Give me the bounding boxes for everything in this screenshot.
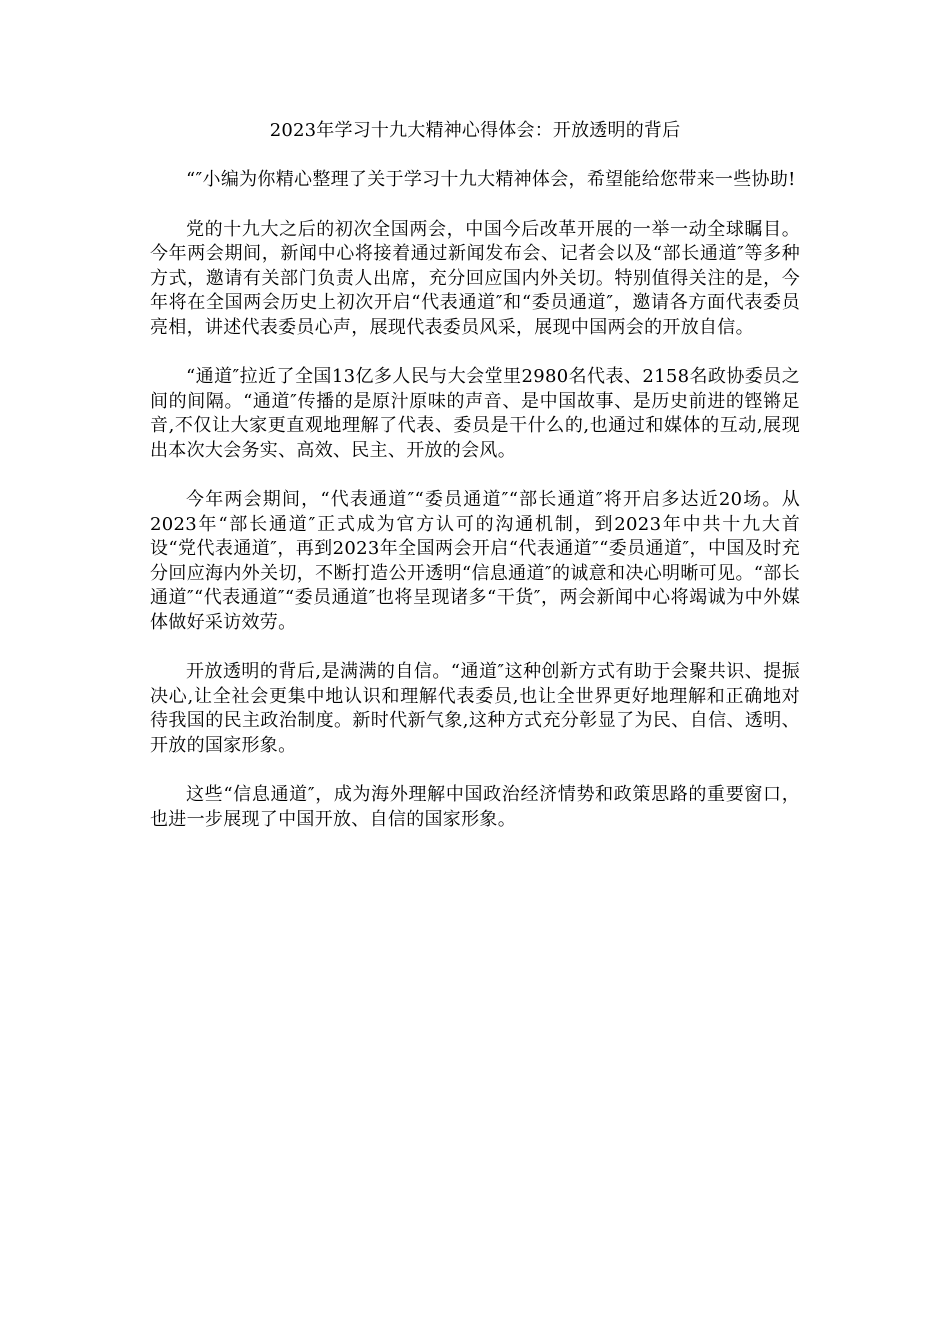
paragraph-intro: “″小编为你精心整理了关于学习十九大精神体会，希望能给您带来一些协助! <box>186 169 796 190</box>
paragraph-channel-schedule: 今年两会期间，“代表通道″“委员通道″“部长通道″将开启多达近20场。从2023年“部长通道″正式成为官方认可的沟通机制，到2023年中共十九大首设“党代表通道″，再到2023年全国两会开启“代表通道″“委员通道″，中国及时充分回应海内外关切，不断打造公开透明“信息通道″的诚意和决心明晰可见。“部长通道″“代表通道″“委员通道″也将呈现诸多“干货″，两会新闻中心将竭诚为中外媒体做好采访效劳。 <box>150 489 800 633</box>
document-page <box>150 118 800 857</box>
paragraph-two-sessions: 党的十九大之后的初次全国两会，中国今后改革开展的一举一动全球瞩目。今年两会期间，新闻中心将接着通过新闻发布会、记者会以及“部长通道″等多种方式，邀请有关部门负责人出席，充分回应国内外关切。特别值得关注的是，今年将在全国两会历史上初次开启“代表通道″和“委员通道″，邀请各方面代表委员亮相，讲述代表委员心声，展现代表委员风采，展现中国两会的开放自信。 <box>150 218 800 338</box>
document-title: 2023年学习十九大精神心得体会：开放透明的背后 <box>269 120 681 141</box>
paragraph-conclusion: 这些“信息通道″，成为海外理解中国政治经济情势和政策思路的重要窗口，也进一步展现了中国开放、自信的国家形象。 <box>150 784 800 830</box>
paragraph-channel-distance: “通道″拉近了全国13亿多人民与大会堂里2980名代表、2158名政协委员之间的间隔。“通道″传播的是原汁原味的声音、是中国故事、是历史前进的铿锵足音,不仅让大家更直观地理解了代表、委员是干什么的,也通过和媒体的互动,展现出本次大会务实、高效、民主、开放的会风。 <box>150 366 800 461</box>
paragraph-confidence: 开放透明的背后,是满满的自信。“通道″这种创新方式有助于会聚共识、提振决心,让全社会更集中地认识和理解代表委员,也让全世界更好地理解和正确地对待我国的民主政治制度。新时代新气象,这种方式充分彰显了为民、自信、透明、开放的国家形象。 <box>150 661 800 756</box>
